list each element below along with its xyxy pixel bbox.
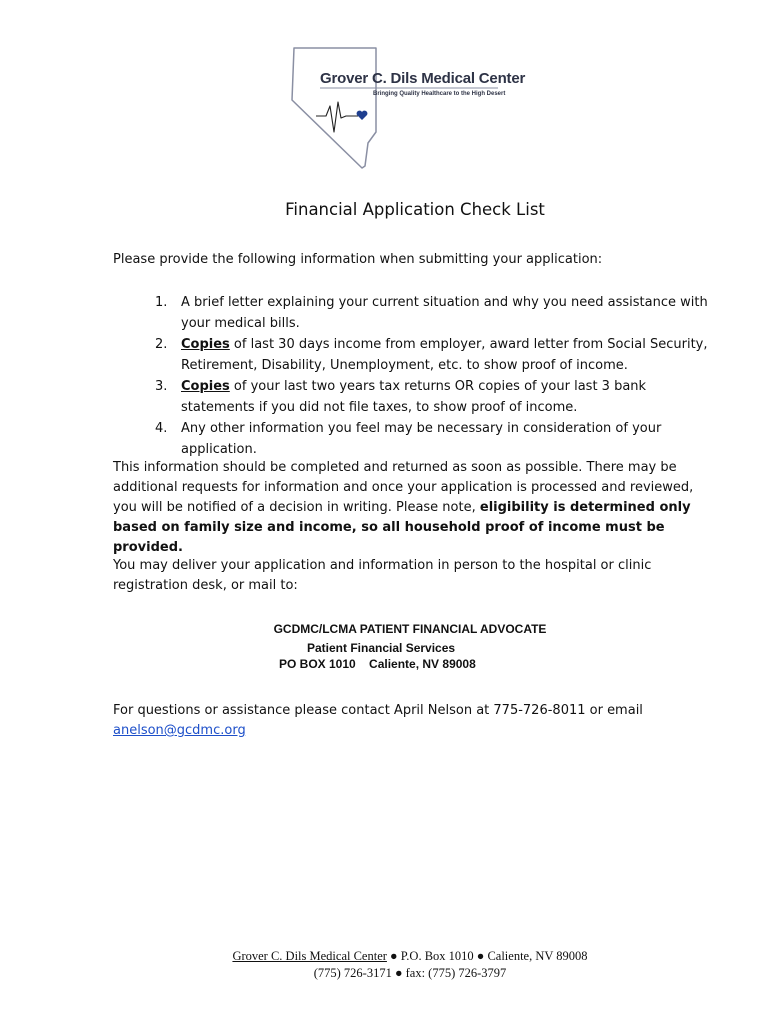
- mailing-department: Patient Financial Services: [307, 641, 456, 655]
- completion-paragraph: [113, 458, 713, 558]
- footer-name: Grover C. Dils Medical Center: [232, 949, 387, 963]
- footer-address: [0, 949, 770, 964]
- email-link[interactable]: anelson@gcdmc.org: [113, 723, 246, 738]
- checklist: [155, 293, 715, 461]
- contact-text: For questions or assistance please contact April Nelson at 775-726-8011 or email: [113, 703, 643, 718]
- footer-address-rest: ● P.O. Box 1010 ● Caliente, NV 89008: [386, 949, 588, 963]
- item-highlight: Copies: [181, 379, 230, 394]
- checklist-item: [155, 293, 715, 334]
- intro-text: Please provide the following information when submitting your application:: [113, 252, 603, 267]
- delivery-paragraph: You may deliver your application and information in person to the hospital or clinic registration desk, or mail to:: [113, 558, 652, 593]
- checklist-item: [155, 377, 715, 418]
- eligibility-note: eligibility is determined only based on family size and income, so all household proof of income must be provided.: [113, 500, 691, 555]
- nevada-outline-icon: [288, 44, 528, 174]
- logo-name: Grover C. Dils Medical Center: [320, 70, 526, 87]
- mailing-po-box: PO BOX 1010 Caliente, NV 89008: [279, 657, 476, 671]
- item-text: of last 30 days income from employer, award letter from Social Security, Retirement, Disability, Unemployment, etc. to show proof of income.: [181, 337, 708, 373]
- item-text: A brief letter explaining your current situation and why you need assistance with your medical bills.: [181, 295, 708, 331]
- page-title: Financial Application Check List: [285, 200, 545, 219]
- item-highlight: Copies: [181, 337, 230, 352]
- hospital-logo: [288, 44, 528, 174]
- heart-icon: [356, 110, 368, 121]
- checklist-item: [155, 335, 715, 376]
- footer-phone: (775) 726-3171 ● fax: (775) 726-3797: [313, 966, 507, 980]
- item-text: of your last two years tax returns OR copies of your last 3 bank statements if you did not file taxes, to show proof of income.: [181, 379, 647, 415]
- logo-tagline: Bringing Quality Healthcare to the High Desert: [373, 91, 506, 97]
- item-number: 3.: [155, 379, 168, 394]
- item-number: 2.: [155, 337, 168, 352]
- item-number: 4.: [155, 421, 168, 436]
- item-number: 1.: [155, 295, 168, 310]
- item-text: Any other information you feel may be necessary in consideration of your application.: [181, 421, 662, 457]
- contact-paragraph: [113, 701, 713, 741]
- mailing-recipient: GCDMC/LCMA PATIENT FINANCIAL ADVOCATE: [273, 622, 547, 636]
- checklist-item: [155, 419, 715, 460]
- completion-text: This information should be completed and returned as soon as possible. There may be additional requests for information and once your application is processed and reviewed, you will be notified of a decision in writing. Please note,: [113, 460, 694, 515]
